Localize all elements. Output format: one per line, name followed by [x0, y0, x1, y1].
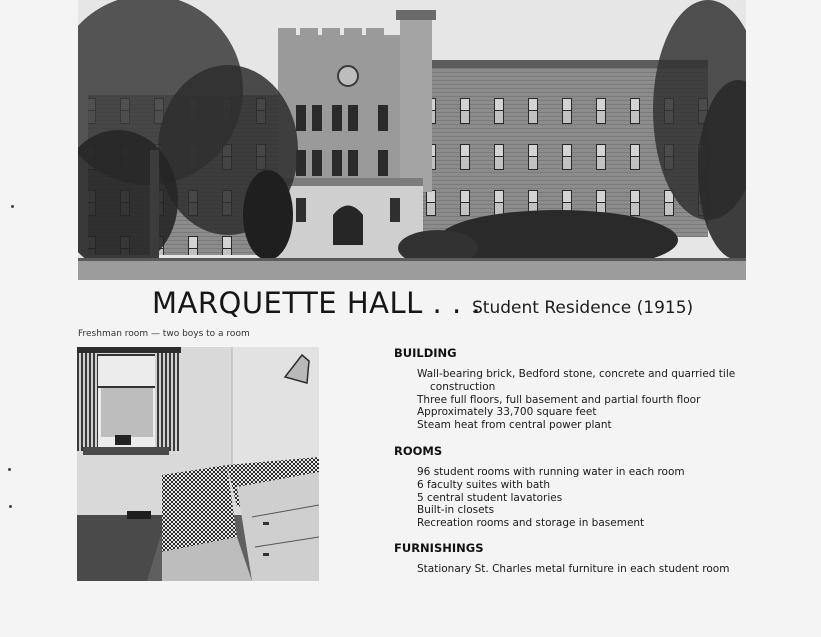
list-item: Stationary St. Charles metal furniture in each student room — [417, 563, 730, 575]
margin-mark — [8, 468, 11, 471]
list-item: Three full floors, full basement and partial fourth floor — [417, 393, 701, 406]
building-photo-illustration — [78, 0, 746, 280]
list-item: Approximately 33,700 square feet — [417, 406, 597, 419]
room-photo-illustration — [77, 347, 319, 581]
section-building — [394, 347, 754, 432]
list-item: 6 faculty suites with bath — [417, 478, 551, 491]
margin-mark — [9, 505, 12, 508]
margin-mark — [11, 205, 14, 208]
list-item: Built-in closets — [417, 504, 495, 517]
section-heading-furnishings: FURNISHINGS — [394, 541, 484, 555]
section-rooms — [394, 445, 754, 530]
list-item: 96 student rooms with running water in each room — [417, 466, 685, 478]
section-furnishings — [394, 542, 754, 576]
section-heading-rooms: ROOMS — [394, 444, 443, 458]
section-heading-building: BUILDING — [394, 346, 457, 360]
room-photo-caption: Freshman room — two boys to a room — [78, 329, 250, 339]
section-list-building — [394, 368, 754, 432]
section-list-furnishings — [394, 563, 754, 576]
room-photo — [77, 347, 319, 581]
page-title-row — [152, 286, 752, 326]
list-item: 5 central student lavatories — [417, 491, 563, 504]
page-subtitle: Student Residence (1915) — [472, 298, 694, 318]
list-item: Wall-bearing brick, Bedford stone, concrete and quarried tile — [417, 368, 736, 380]
list-item: Recreation rooms and storage in basement — [417, 517, 645, 530]
list-item: Steam heat from central power plant — [417, 419, 612, 432]
list-item-continuation: construction — [430, 380, 496, 393]
page-title: MARQUETTE HALL . . . — [152, 286, 482, 320]
building-photo — [78, 0, 746, 280]
section-list-rooms — [394, 466, 754, 530]
